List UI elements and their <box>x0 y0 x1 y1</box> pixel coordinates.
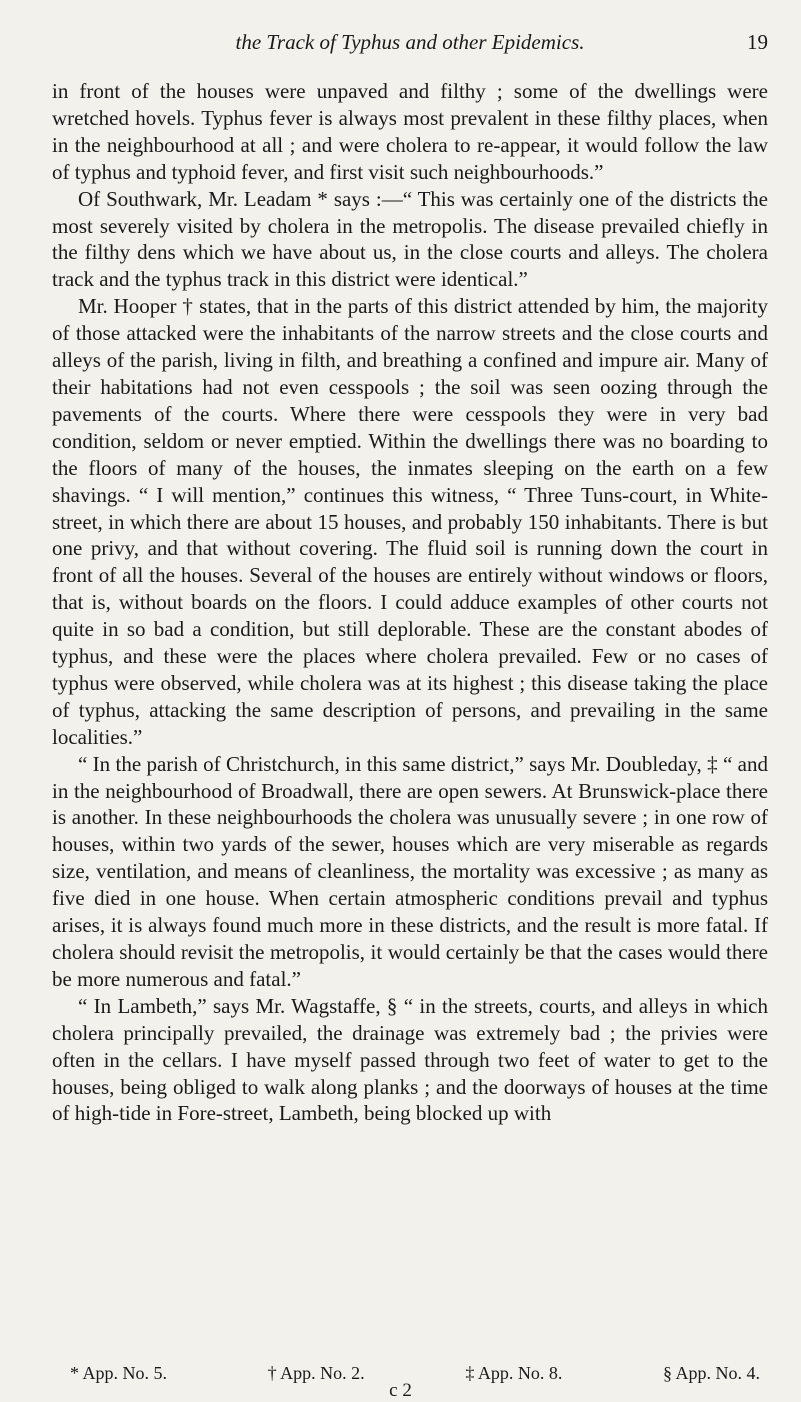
footnote: § App. No. 4. <box>662 1363 760 1383</box>
page-number: 19 <box>747 30 768 54</box>
page-header <box>52 30 768 60</box>
footnote: ‡ App. No. 8. <box>465 1363 563 1383</box>
paragraph: Of Southwark, Mr. Leadam * says :—“ This was certainly one of the districts the most severely visited by cholera in the metropolis. The disease prevailed chiefly in the filthy dens which we have about us, in the close courts and alleys. The cholera track and the typhus track in this district were identical.” <box>52 186 768 292</box>
footnote: * App. No. 5. <box>70 1363 168 1383</box>
footnote: † App. No. 2. <box>267 1363 365 1383</box>
signature-mark: c 2 <box>389 1380 412 1401</box>
body-text <box>52 78 768 1127</box>
running-title: the Track of Typhus and other Epidemics. <box>235 30 585 54</box>
paragraph: “ In Lambeth,” says Mr. Wagstaffe, § “ in the streets, courts, and alleys in which cholera principally prevailed, the drainage was extremely bad ; the privies were often in the cellars. I have myself passed through two feet of water to get to the houses, being obliged to walk along planks ; and the doorways of houses at the time of high-tide in Fore-street, Lambeth, being blocked up with <box>52 993 768 1126</box>
paragraph: “ In the parish of Christchurch, in this same district,” says Mr. Doubleday, ‡ “ and in the neighbourhood of Broadwall, there are open sewers. At Brunswick-place there is another. In these neighbourhoods the cholera was unusually severe ; in one row of houses, within two yards of the sewer, houses which are very miserable as regards size, ventilation, and means of cleanliness, the mortality was excessive ; as many as five died in one house. When certain atmospheric conditions prevail and typhus arises, it is always found much more in these districts, and the result is more fatal. If cholera should revisit the metropolis, it would certainly be that the cases would there be more numerous and fatal.” <box>52 751 768 991</box>
paragraph: Mr. Hooper † states, that in the parts of this district attended by him, the majority of those attacked were the inhabitants of the narrow streets and the close courts and alleys of the parish, living in filth, and breathing a confined and impure air. Many of their habitations had not even cesspools ; the soil was seen oozing through the pavements of the courts. Where there were cesspools they were in very bad condition, seldom or never emptied. Within the dwellings there was no boarding to the floors of many of the houses, the inmates sleeping on the earth on a few shavings. “ I will mention,” continues this witness, “ Three Tuns-court, in White-street, in which there are about 15 houses, and probably 150 inhabitants. There is but one privy, and that without covering. The fluid soil is running down the court in front of all the houses. Several of the houses are entirely without windows or floors, that is, without boards on the floors. I could adduce examples of other courts not quite in so bad a condition, but still deplorable. These are the constant abodes of typhus, and these were the places where cholera prevailed. Few or no cases of typhus were observed, while cholera was at its highest ; this disease taking the place of typhus, attacking the same description of persons, and prevailing in the same localities.” <box>52 294 768 749</box>
paragraph: in front of the houses were unpaved and filthy ; some of the dwellings were wretched hovels. Typhus fever is always most prevalent in these filthy places, when in the neighbourhood at all ; and were cholera to re-appear, it would follow the law of typhus and typhoid fever, and first visit such neighbourhoods.” <box>52 79 768 184</box>
